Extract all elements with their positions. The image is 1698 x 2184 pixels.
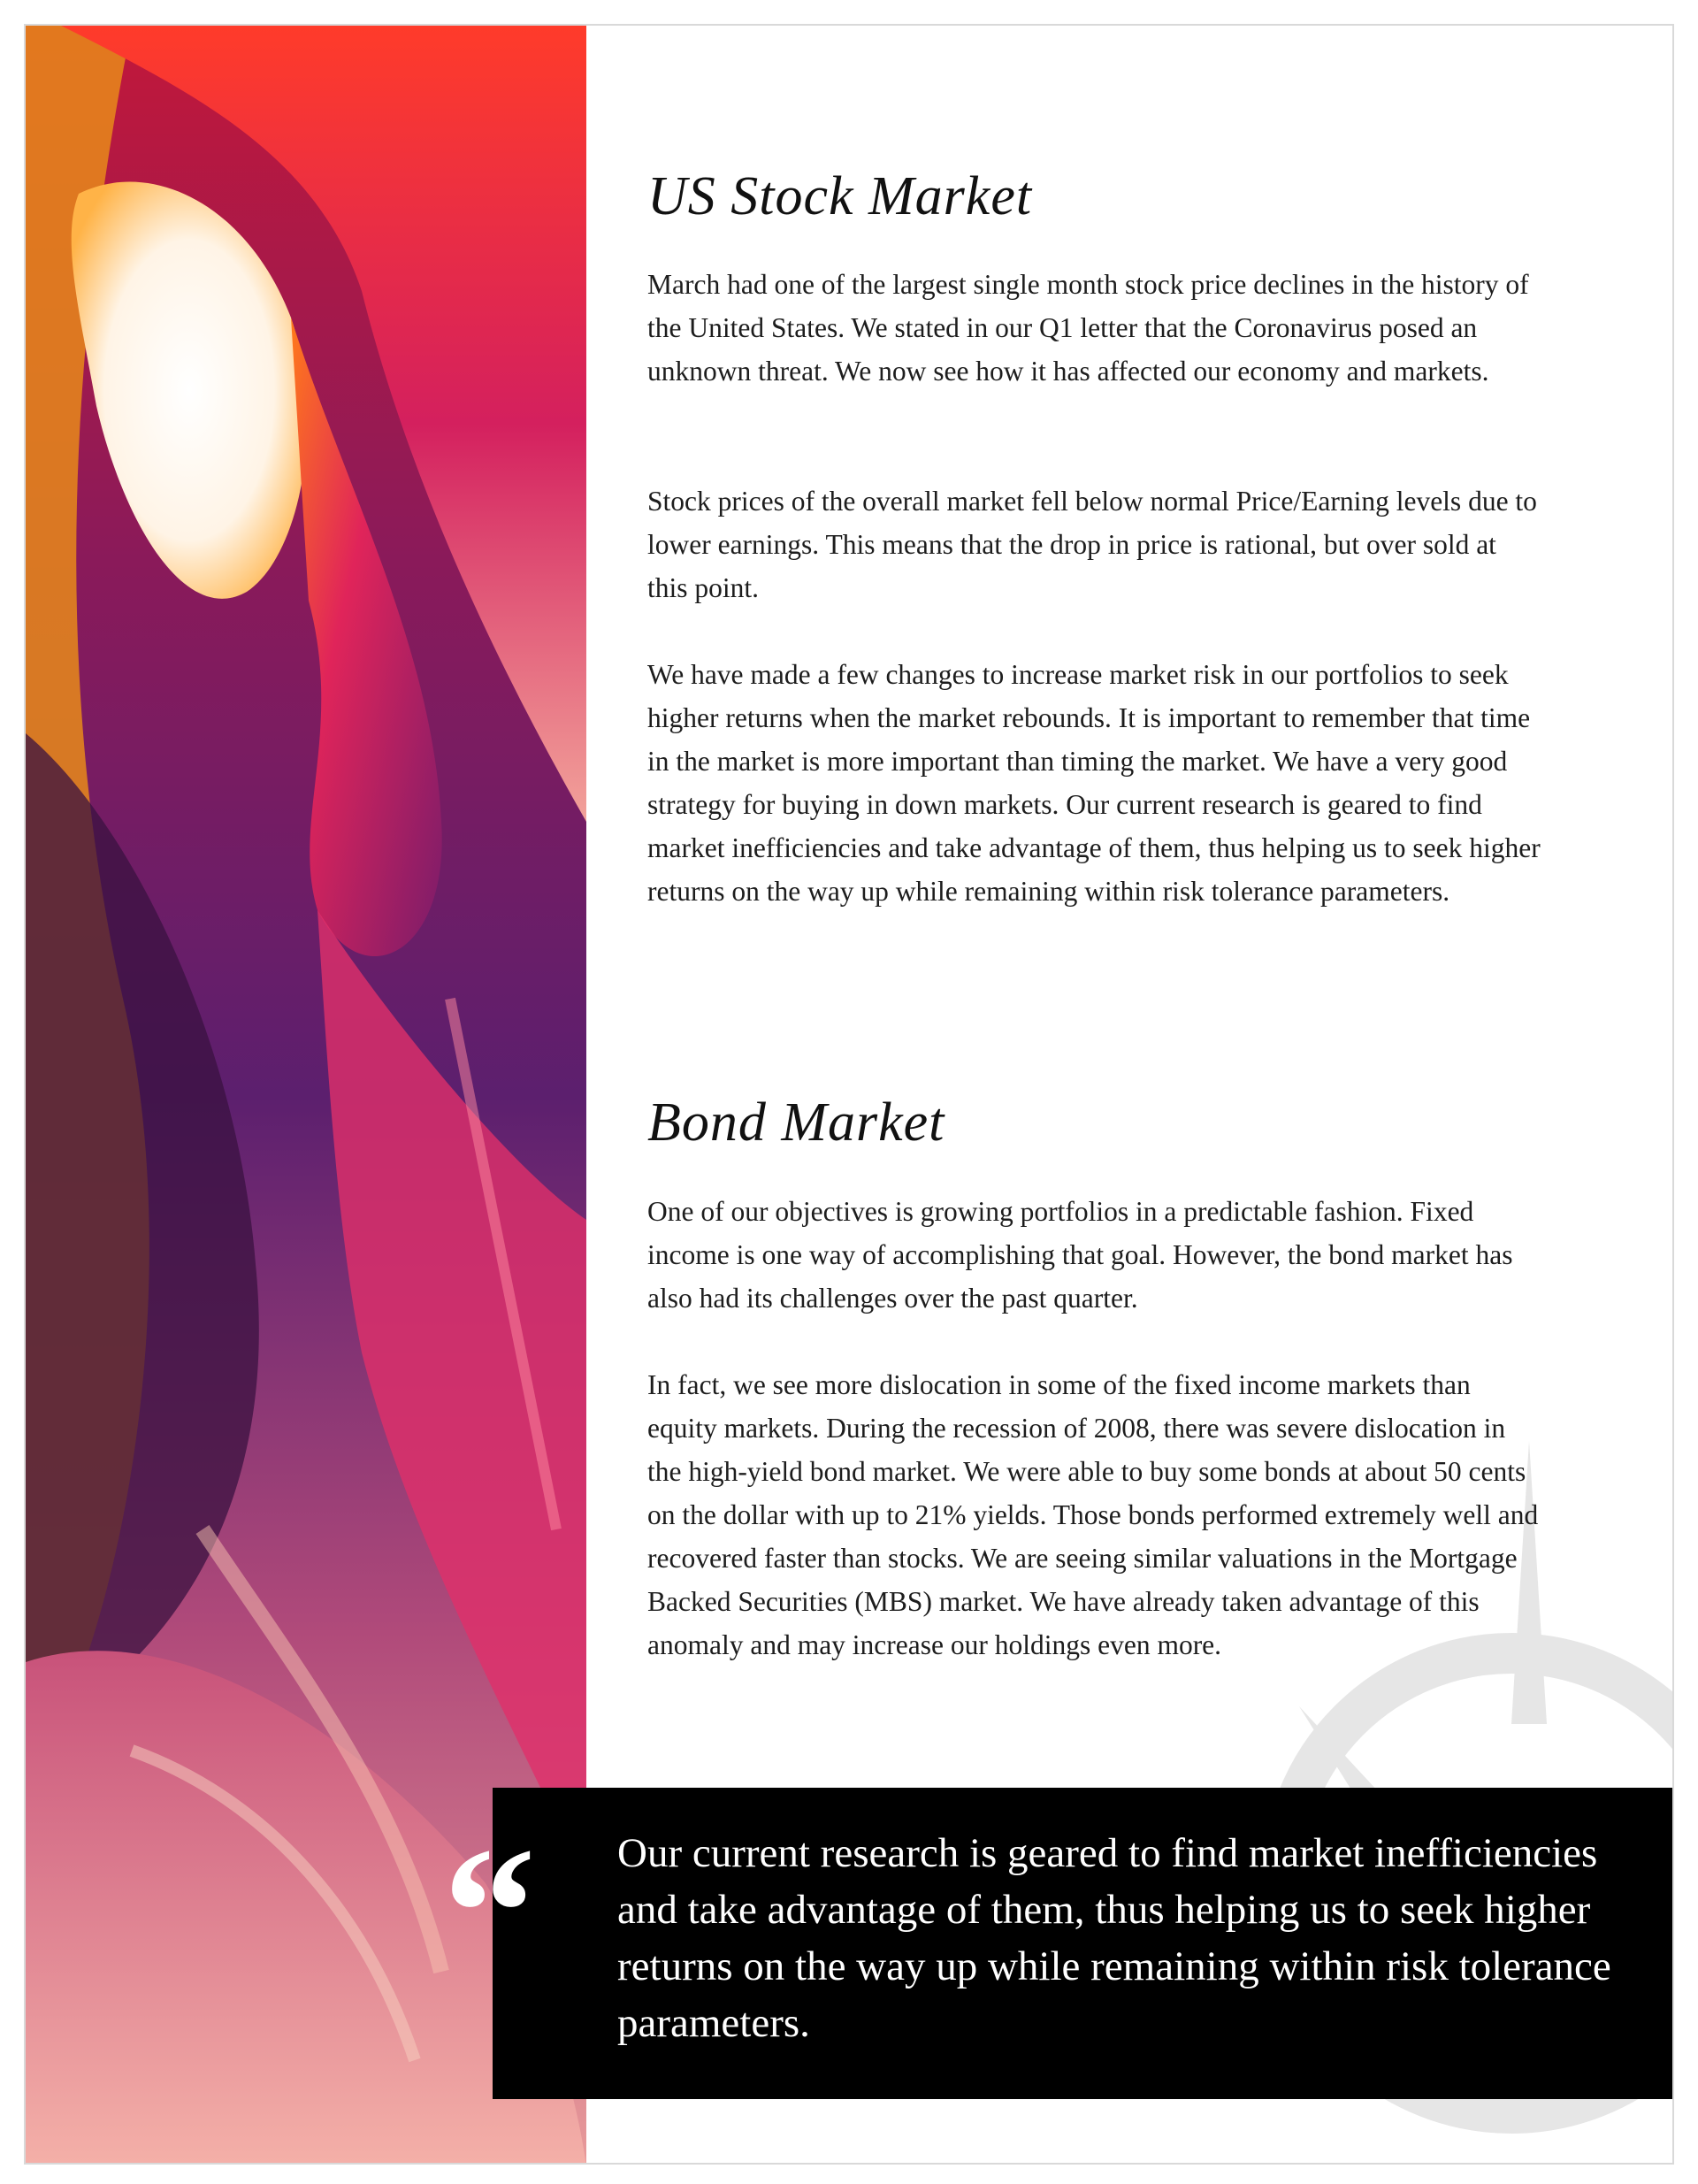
bond-paragraph-1: One of our objectives is growing portfolios in a predictable fashion. Fixed income is one way of accomplishing that goal. However, the bond market has also had its challenges over the past quarter. (647, 1196, 1513, 1314)
stock-paragraph-3: We have made a few changes to increase market risk in our portfolios to seek higher returns when the market rebounds. It is important to remember that time in the market is more important than timing the market. We have a very good strategy for buying in down markets. Our current research is geared to find market inefficiencies and take advantage of them, thus helping us to seek higher returns on the way up while remaining within risk tolerance parameters. (647, 659, 1541, 907)
pull-quote-box (443, 1788, 1674, 2099)
bond-paragraph-2: In fact, we see more dislocation in some of the fixed income markets than equity markets. During the recession of 2008, there was severe dislocation in the high-yield bond market. We were able to buy some bonds at about 50 cents on the dollar with up to 21% yields. Those bonds performed extremely well and recovered faster than stocks. We are seeing similar valuations in the Mortgage Backed Securities (MBS) market. We have already taken advantage of this anomaly and may increase our holdings even more. (647, 1369, 1539, 1660)
stock-paragraph-2: Stock prices of the overall market fell below normal Price/Earning levels due to lower earnings. This means that the drop in price is rational, but over sold at this point. (647, 486, 1537, 603)
bond-market-heading: Bond Market (647, 1092, 945, 1153)
pull-quote-text: Our current research is geared to find market inefficiencies and take advantage of them, thus helping us to seek higher returns on the way up while remaining within risk tolerance parameters. (617, 1830, 1611, 2046)
document-page (24, 24, 1674, 2165)
quote-mark-icon: “ (443, 1810, 536, 2015)
us-stock-market-heading: US Stock Market (647, 166, 1033, 226)
stock-paragraph-1: March had one of the largest single month stock price declines in the history of the United States. We stated in our Q1 letter that the Coronavirus posed an unknown threat. We now see how it has affected our economy and markets. (647, 269, 1529, 387)
